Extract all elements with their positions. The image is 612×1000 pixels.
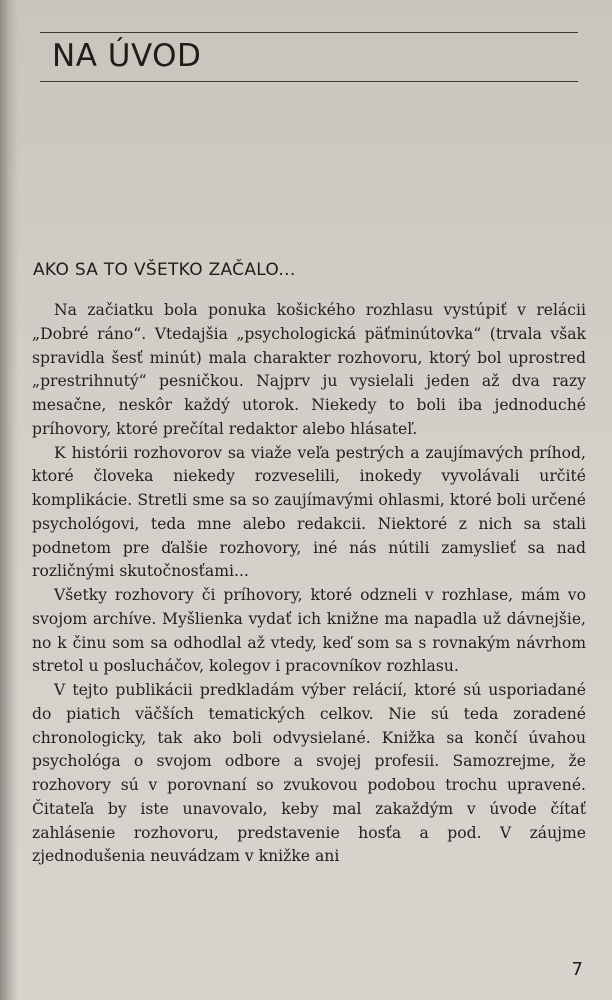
section-heading: AKO SA TO VŠETKO ZAČALO...	[33, 260, 296, 280]
paragraph-2: K histórii rozhovorov sa viaže veľa pestrých a zaujímavých príhod, ktoré človeka niekedy rozveselili, inokedy vyvolávali určité komplikácie. Stretli sme sa so zaujímavými ohlasmi, ktoré boli určené psychológovi, teda mne alebo redakcii. Niektoré z nich sa stali podnetom pre ďalšie rozhovory, iné nás nútili zamyslieť sa nad rozličnými skutočnosťami...	[32, 443, 586, 581]
binding-shadow	[0, 0, 18, 1000]
title-rule-bottom	[40, 81, 578, 82]
paragraph-4: V tejto publikácii predkladám výber relácií, ktoré sú usporiadané do piatich väčších tematických celkov. Nie sú teda zoradené chronologicky, tak ako boli odvysielané. Knižka sa končí úvahou psychológa o svojom odbore a svojej profesii. Samozrejme, že rozhovory sú v porovnaní so zvukovou podobou trochu upravené. Čitateľa by iste unavovalo, keby mal zakaždým v úvode čítať zahlásenie rozhovoru, predstavenie hosťa a pod. V záujme zjednodušenia neuvádzam v knižke ani	[32, 681, 586, 866]
page-number: 7	[571, 959, 583, 980]
paragraph-1: Na začiatku bola ponuka košického rozhlasu vystúpiť v relácii „Dobré ráno“. Vtedajšia „psychologická päťminútovka“ (trvala však spravidla šesť minút) mala charakter rozhovoru, ktorý bol uprostred „prestrihnutý“ pesničkou. Najprv ju vysielali jeden až dva razy mesačne, neskôr každý utorok. Niekedy to boli iba jednoduché príhovory, ktoré prečítal redaktor alebo hlásateľ.	[32, 301, 586, 438]
paragraph-3: Všetky rozhovory či príhovory, ktoré odzneli v rozhlase, mám vo svojom archíve. Myšlienka vydať ich knižne ma napadla už dávnejšie, no k činu som sa odhodlal až vtedy, keď som sa s rovnakým návrhom stretol u poslucháčov, kolegov i pracovníkov rozhlasu.	[32, 586, 586, 676]
body-text	[32, 299, 586, 869]
chapter-title: NA ÚVOD	[52, 38, 202, 74]
